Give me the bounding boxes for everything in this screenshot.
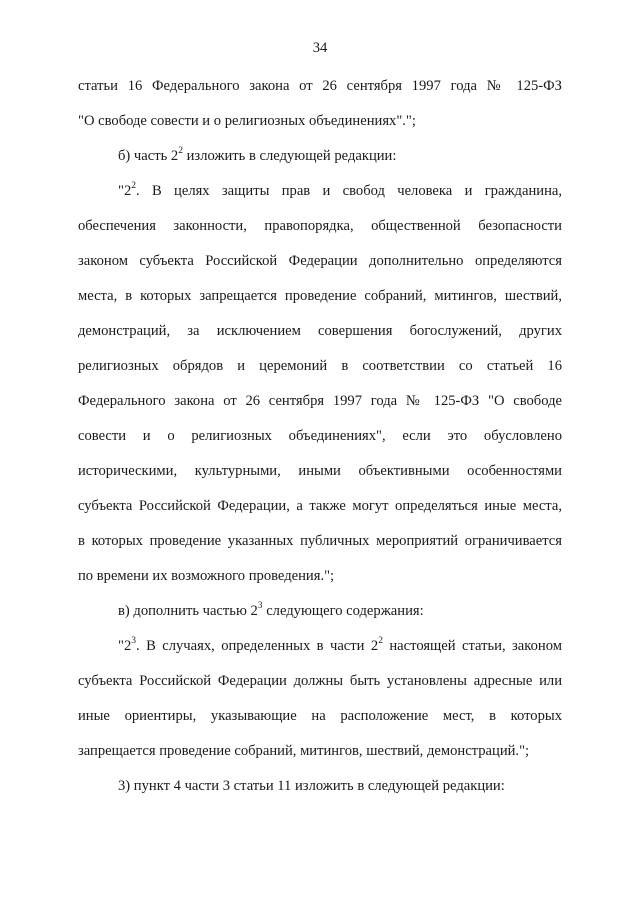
text-segment: . В случаях, определенных в части 2 [136, 638, 379, 654]
text-segment: . В целях защиты прав и свобод человека и гражданина, [136, 183, 562, 199]
text-line: "О свободе совести и о религиозных объединениях"."; [78, 113, 416, 129]
text-line: иные ориентиры, указывающие на расположение мест, в которых [78, 708, 562, 724]
text-segment: б) часть 2 [118, 148, 179, 164]
paragraph-heading-v [118, 602, 562, 620]
text-line: историческими, культурными, иными объективными особенностями [78, 463, 562, 479]
paragraph-heading-b [118, 147, 562, 165]
superscript: 3 [131, 636, 137, 647]
text-line: Федерального закона от 26 сентября 1997 года № 125-ФЗ "О свободе [78, 393, 562, 409]
superscript: 2 [378, 636, 383, 647]
text-segment: настоящей статьи, законом [382, 638, 562, 654]
paragraph-heading-3: 3) пункт 4 части 3 статьи 11 изложить в следующей редакции: [118, 778, 505, 794]
superscript: 2 [131, 181, 137, 192]
text-line: места, в которых запрещается проведение собраний, митингов, шествий, [78, 288, 562, 304]
text-line: статьи 16 Федерального закона от 26 сентября 1997 года № 125-ФЗ [78, 78, 562, 94]
text-segment: в) дополнить частью 2 [118, 603, 258, 619]
text-line: совести и о религиозных объединениях", если это обусловлено [78, 428, 562, 444]
text-segment: "2 [118, 183, 132, 199]
text-line: законом субъекта Российской Федерации дополнительно определяются [78, 253, 562, 269]
text-segment: "2 [118, 638, 132, 654]
superscript: 2 [178, 146, 183, 157]
text-line: в которых проведение указанных публичных мероприятий ограничивается [78, 533, 562, 549]
text-line: религиозных обрядов и церемоний в соответствии со статьей 16 [78, 358, 562, 374]
paragraph-start [118, 182, 562, 200]
paragraph-start [118, 637, 562, 655]
text-line: по времени их возможного проведения."; [78, 568, 335, 584]
text-segment: следующего содержания: [262, 603, 424, 619]
text-line: обеспечения законности, правопорядка, общественной безопасности [78, 218, 562, 234]
page-number: 34 [312, 40, 328, 56]
text-line: запрещается проведение собраний, митингов, шествий, демонстраций."; [78, 743, 530, 759]
text-line: субъекта Российской Федерации, а также могут определяться иные места, [78, 498, 562, 514]
superscript: 3 [257, 601, 263, 612]
text-line: демонстраций, за исключением совершения богослужений, других [78, 323, 562, 339]
text-segment: изложить в следующей редакции: [182, 148, 397, 164]
text-line: субъекта Российской Федерации должны быть установлены адресные или [78, 673, 562, 689]
